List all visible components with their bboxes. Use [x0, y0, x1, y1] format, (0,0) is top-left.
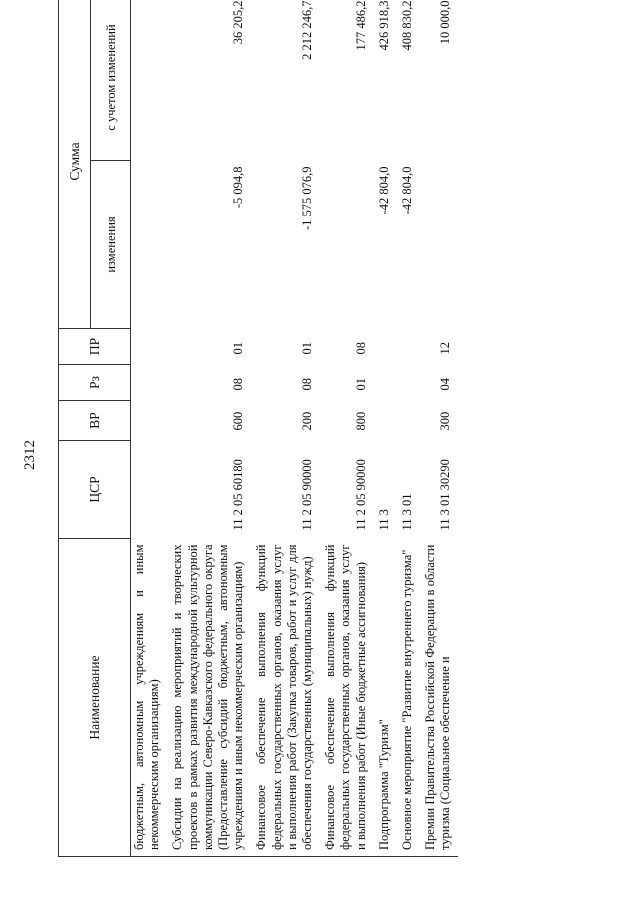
row-rz: 01	[353, 378, 368, 391]
row-changes: -5 094,8	[231, 166, 246, 209]
row-rz: 08	[231, 378, 246, 391]
row-csr: 11 3 01	[400, 493, 415, 531]
row-rz	[131, 365, 167, 401]
row-vr: 200	[300, 411, 315, 431]
header-with-changes: с учетом изменений	[91, 0, 131, 161]
row-changes: -1 575 076,9	[300, 166, 315, 231]
row-rz: 08	[300, 378, 315, 391]
row-with-changes: 426 918,3	[376, 0, 391, 51]
budget-table	[58, 0, 458, 857]
row-pr: 12	[438, 342, 453, 355]
row-with-changes: 2 212 246,7	[300, 0, 315, 60]
row-with-changes: 177 486,2	[353, 0, 368, 51]
row-name: Подпрограмма "Туризм"	[373, 539, 396, 857]
row-pr	[396, 329, 419, 365]
table-row	[250, 0, 319, 857]
row-pr: 01	[300, 342, 315, 355]
row-with-changes: 10 000,0	[438, 0, 453, 45]
row-changes	[419, 161, 457, 329]
table-row	[373, 0, 396, 857]
header-csr: ЦСР	[59, 441, 131, 539]
row-with-changes: 36 205,2	[231, 0, 246, 45]
row-vr	[373, 401, 396, 441]
table-row	[396, 0, 419, 857]
row-csr: 11 2 05 90000	[353, 459, 368, 531]
row-name: Финансовое обеспечение выполнения функций федеральных государственных органов, оказания услуг и выполнения работ (Иные бюджетные ассигнования)	[319, 539, 373, 857]
row-changes: -42 804,0	[376, 166, 391, 215]
page-number: 2312	[22, 440, 38, 470]
header-sum: Сумма	[59, 0, 91, 329]
row-rz	[396, 365, 419, 401]
row-csr: 11 2 05 90000	[300, 459, 315, 531]
row-changes: -42 804,0	[400, 166, 415, 215]
header-rz: Рз	[59, 365, 131, 401]
row-pr: 08	[353, 342, 368, 355]
header-pr: ПР	[59, 329, 131, 365]
header-name: Наименование	[59, 539, 131, 857]
row-name: бюджетным, автономным учреждениям и иным некоммерческим организациям)	[131, 539, 167, 857]
row-name: Субсидии на реализацию мероприятий и творческих проектов в рамках развития международной культурной коммуникации Северо-Кавказского федерального округа (Предоставление субсидий бюджетным, автономным учреждениям и иным некоммерческим организациям)	[166, 539, 250, 857]
row-vr: 800	[353, 411, 368, 431]
row-vr: 300	[438, 411, 453, 431]
table-row	[131, 0, 167, 857]
row-vr	[396, 401, 419, 441]
row-name: Финансовое обеспечение выполнения функций федеральных государственных органов, оказания услуг и выполнения работ (Закупка товаров, работ и услуг для обеспечения государственных (муниципальных) нужд)	[250, 539, 319, 857]
table-header	[59, 0, 131, 857]
row-pr	[131, 329, 167, 365]
table-body	[131, 0, 458, 857]
table-row	[166, 0, 250, 857]
row-name: Основное мероприятие "Развитие внутреннего туризма"	[396, 539, 419, 857]
header-changes: изменения	[91, 161, 131, 329]
row-pr: 01	[231, 342, 246, 355]
row-vr	[131, 401, 167, 441]
row-csr: 11 3	[376, 509, 391, 531]
row-name: Премии Правительства Российской Федерации в области туризма (Социальное обеспечение и	[419, 539, 457, 857]
header-vr: ВР	[59, 401, 131, 441]
row-with-changes: 408 830,2	[400, 0, 415, 51]
row-vr: 600	[231, 411, 246, 431]
row-changes	[319, 161, 373, 329]
row-with-changes	[131, 0, 167, 161]
table-row	[319, 0, 373, 857]
row-rz	[373, 365, 396, 401]
row-csr: 11 2 05 60180	[231, 459, 246, 531]
table-row	[419, 0, 457, 857]
row-csr: 11 3 01 30290	[438, 459, 453, 531]
row-changes	[131, 161, 167, 329]
row-csr	[131, 441, 167, 539]
row-rz: 04	[438, 378, 453, 391]
row-pr	[373, 329, 396, 365]
